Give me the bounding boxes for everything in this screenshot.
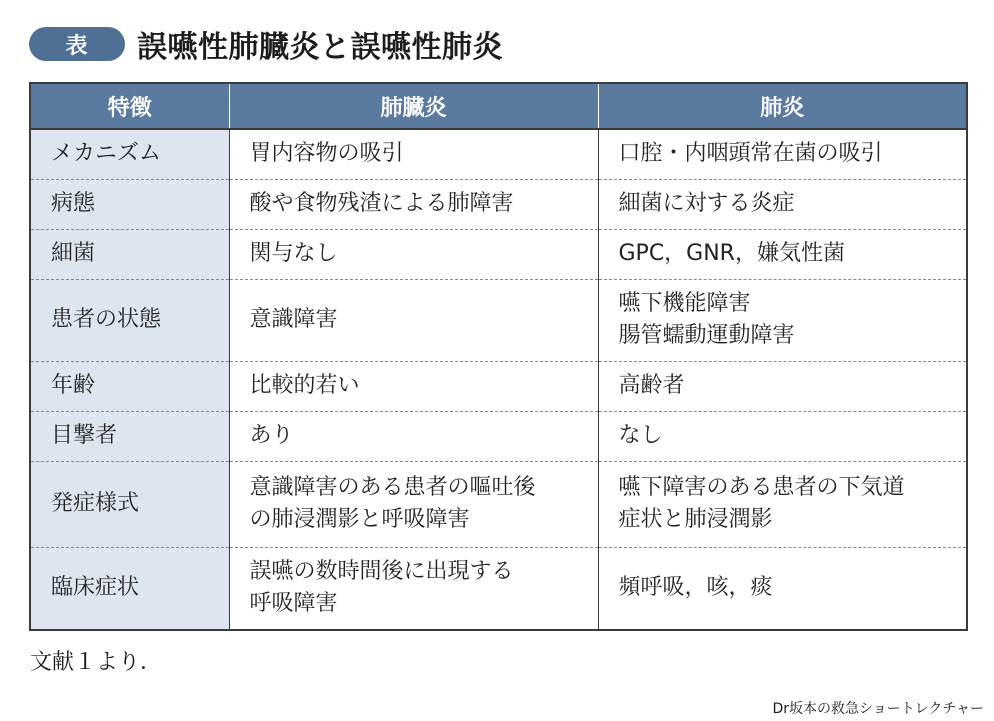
row-pneumonitis-cell: 誤嚥の数時間後に出現する 呼吸障害	[229, 547, 598, 630]
row-pneumonia-cell: 頻呼吸，咳，痰	[598, 547, 967, 630]
row-pneumonia-cell: 高齢者	[598, 361, 967, 411]
table-row	[30, 279, 967, 361]
table-header-row	[30, 83, 967, 129]
table-row	[30, 179, 967, 229]
row-pneumonia-cell: GPC，GNR，嫌気性菌	[598, 229, 967, 279]
row-pneumonia-cell: 嚥下障害のある患者の下気道 症状と肺浸潤影	[598, 461, 967, 547]
row-pneumonitis-cell: 比較的若い	[229, 361, 598, 411]
header-pneumonitis: 肺臓炎	[229, 83, 598, 129]
row-feature-cell: 病態	[30, 179, 229, 229]
row-pneumonia-cell: 細菌に対する炎症	[598, 179, 967, 229]
table-row	[30, 129, 967, 179]
row-pneumonitis-cell: 酸や食物残渣による肺障害	[229, 179, 598, 229]
row-feature-cell: 細菌	[30, 229, 229, 279]
row-feature-cell: 年齢	[30, 361, 229, 411]
table-row	[30, 229, 967, 279]
row-feature-cell: 目撃者	[30, 411, 229, 461]
row-pneumonitis-cell: 関与なし	[229, 229, 598, 279]
table-row	[30, 361, 967, 411]
row-pneumonitis-cell: あり	[229, 411, 598, 461]
table-badge: 表	[29, 27, 125, 61]
row-pneumonitis-cell: 意識障害	[229, 279, 598, 361]
page-title: 誤嚥性肺臓炎と誤嚥性肺炎	[137, 30, 503, 65]
table-row	[30, 547, 967, 630]
credit-text: Dr坂本の救急ショートレクチャー	[772, 701, 984, 717]
row-pneumonia-cell: 嚥下機能障害 腸管蠕動運動障害	[598, 279, 967, 361]
row-pneumonia-cell: 口腔・内咽頭常在菌の吸引	[598, 129, 967, 179]
table-row	[30, 461, 967, 547]
row-pneumonitis-cell: 意識障害のある患者の嘔吐後 の肺浸潤影と呼吸障害	[229, 461, 598, 547]
row-pneumonitis-cell: 胃内容物の吸引	[229, 129, 598, 179]
row-feature-cell: 患者の状態	[30, 279, 229, 361]
table-title-row	[29, 20, 503, 68]
source-footnote: 文献１より．	[30, 650, 163, 675]
row-pneumonia-cell: なし	[598, 411, 967, 461]
row-feature-cell: 発症様式	[30, 461, 229, 547]
row-feature-cell: 臨床症状	[30, 547, 229, 630]
row-feature-cell: メカニズム	[30, 129, 229, 179]
comparison-table	[29, 82, 968, 631]
header-pneumonia: 肺炎	[598, 83, 967, 129]
comparison-table-container	[29, 82, 966, 631]
table-row	[30, 411, 967, 461]
header-feature: 特徴	[30, 83, 229, 129]
